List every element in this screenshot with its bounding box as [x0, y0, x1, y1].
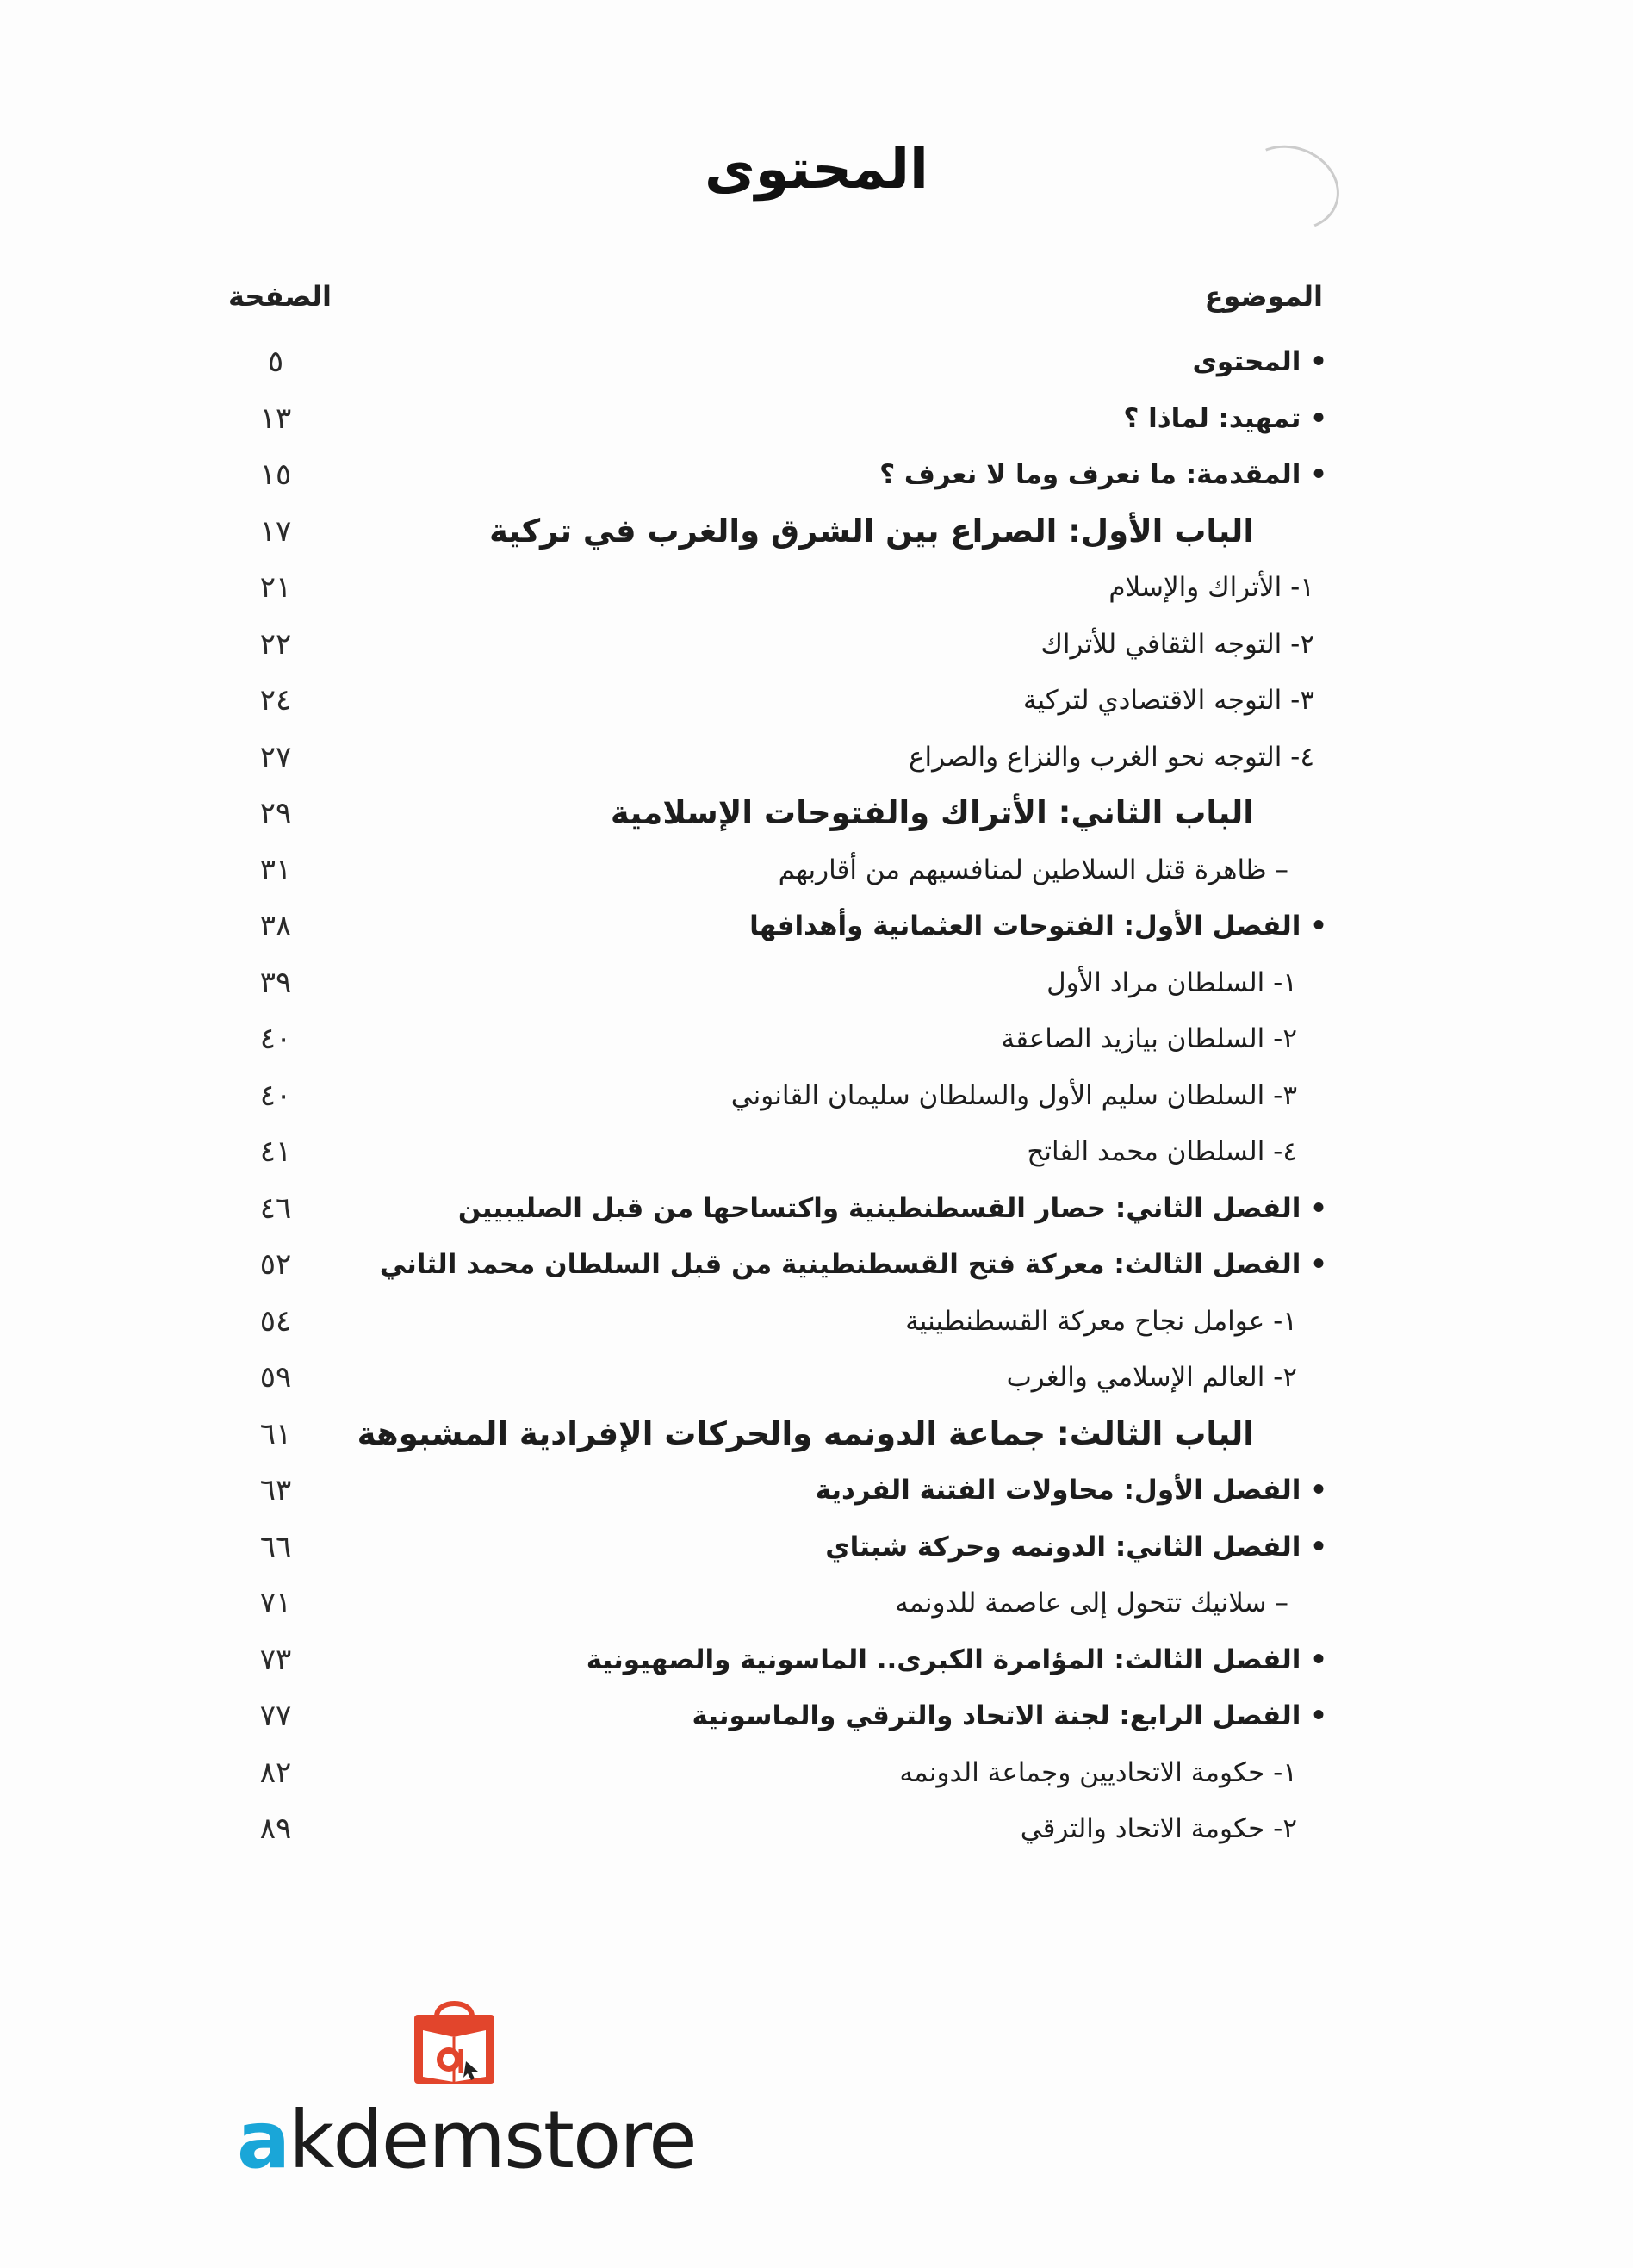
toc-row — [0, 1686, 1633, 1746]
toc-page-number: ٢٢ — [259, 627, 292, 662]
toc-page-number: ١٥ — [259, 457, 292, 492]
toc-entry-title: • الفصل الأول: محاولات الفتنة الفردية — [815, 1475, 1327, 1506]
toc-page-number: ٣١ — [259, 853, 292, 887]
toc-page-number: ٥٩ — [259, 1360, 292, 1395]
toc-entry-title: ٢- العالم الإسلامي والغرب — [1006, 1362, 1297, 1393]
toc-entry-title: • تمهيد: لماذا ؟ — [1123, 403, 1327, 434]
toc-row — [0, 444, 1633, 505]
toc-row — [0, 1404, 1633, 1464]
toc-entry-title: ٣- التوجه الاقتصادي لتركية — [1022, 685, 1314, 716]
toc-entry-title: ٢- التوجه الثقافي للأتراك — [1040, 629, 1314, 660]
toc-row — [0, 557, 1633, 618]
toc-row — [0, 1009, 1633, 1069]
toc-page-number: ٥ — [267, 345, 284, 379]
toc-entry-title: الباب الثاني: الأتراك والفتوحات الإسلامية — [610, 794, 1254, 831]
toc-row — [0, 332, 1633, 392]
toc-page-number: ٦٦ — [259, 1530, 292, 1564]
toc-row — [0, 501, 1633, 562]
toc-page-number: ٣٨ — [259, 909, 292, 943]
toc-page-number: ٥٤ — [259, 1304, 292, 1339]
toc-page-number: ٧٧ — [259, 1699, 292, 1733]
toc-row — [0, 840, 1633, 900]
toc-row — [0, 783, 1633, 843]
toc-page-number: ٢٩ — [259, 796, 292, 830]
toc-row — [0, 1743, 1633, 1803]
logo-accent-letter: a — [237, 2094, 289, 2186]
toc-entry-title: • المقدمة: ما نعرف وما لا نعرف ؟ — [879, 459, 1327, 490]
toc-page-number: ٣٩ — [259, 966, 292, 1000]
toc-page-number: ٦٣ — [259, 1473, 292, 1507]
toc-page-number: ٤٦ — [259, 1191, 292, 1226]
toc-page-number: ٢١ — [259, 570, 292, 605]
toc-row — [0, 1122, 1633, 1182]
toc-entry-title: • الفصل الثاني: الدونمه وحركة شبتاي — [825, 1532, 1327, 1563]
toc-row — [0, 388, 1633, 449]
toc-entry-title: الباب الأول: الصراع بين الشرق والغرب في تركية — [489, 513, 1254, 550]
toc-entry-title: ٤- السلطان محمد الفاتح — [1027, 1136, 1297, 1167]
toc-entry-title: • الفصل الرابع: لجنة الاتحاد والترقي والماسونية — [692, 1700, 1327, 1731]
toc-row — [0, 1573, 1633, 1633]
store-logo — [237, 1994, 696, 2201]
topic-column-header: الموضوع — [1204, 280, 1323, 313]
toc-row — [0, 1799, 1633, 1859]
toc-entry-title: ١- حكومة الاتحاديين وجماعة الدونمه — [899, 1757, 1297, 1788]
page-title: المحتوى — [705, 138, 928, 202]
toc-row — [0, 614, 1633, 674]
toc-page-number: ١٧ — [259, 514, 292, 549]
toc-entry-title: ١- الأتراك والإسلام — [1108, 572, 1314, 603]
toc-entry-title: • الفصل الثالث: المؤامرة الكبرى.. الماسونية والصهيونية — [586, 1644, 1327, 1675]
toc-row — [0, 896, 1633, 956]
toc-entry-title: ٢- السلطان بيازيد الصاعقة — [1001, 1023, 1297, 1054]
toc-entry-title: – سلانيك تتحول إلى عاصمة للدونمه — [895, 1588, 1288, 1619]
toc-page-number: ٨٩ — [259, 1811, 292, 1846]
toc-row — [0, 1066, 1633, 1126]
toc-page-number: ٥٢ — [259, 1247, 292, 1282]
toc-page-number: ٤٠ — [259, 1078, 292, 1113]
toc-row — [0, 1234, 1633, 1295]
toc-entry-title: ١- عوامل نجاح معركة القسطنطينية — [905, 1306, 1297, 1337]
toc-entry-title: • الفصل الثاني: حصار القسطنطينية واكتساحها من قبل الصليبيين — [457, 1193, 1327, 1224]
toc-row — [0, 1630, 1633, 1690]
toc-row — [0, 1178, 1633, 1239]
toc-row — [0, 670, 1633, 730]
toc-page-number: ٤٠ — [259, 1022, 292, 1056]
toc-page-number: ٧٣ — [259, 1643, 292, 1677]
shopping-bag-book-icon — [409, 1994, 500, 2089]
logo-text-rest: kdemstore — [289, 2094, 696, 2186]
toc-row — [0, 1460, 1633, 1520]
page-column-header: الصفحة — [228, 280, 332, 313]
toc-row — [0, 1517, 1633, 1577]
toc-entry-title: – ظاهرة قتل السلاطين لمنافسيهم من أقاربهم — [778, 854, 1288, 885]
toc-entry-title: • المحتوى — [1192, 346, 1327, 377]
toc-page-number: ١٣ — [259, 401, 292, 436]
toc-page-number: ٢٤ — [259, 683, 292, 718]
toc-entry-title: ٣- السلطان سليم الأول والسلطان سليمان القانوني — [730, 1080, 1297, 1111]
toc-entry-title: الباب الثالث: جماعة الدونمه والحركات الإفرادية المشبوهة — [357, 1415, 1254, 1452]
toc-entry-title: ١- السلطان مراد الأول — [1046, 967, 1297, 998]
toc-row — [0, 1291, 1633, 1351]
toc-row — [0, 727, 1633, 787]
toc-entry-title: • الفصل الثالث: معركة فتح القسطنطينية من قبل السلطان محمد الثاني — [379, 1249, 1327, 1280]
toc-entry-title: ٢- حكومة الاتحاد والترقي — [1020, 1813, 1297, 1844]
toc-page-number: ٧١ — [259, 1586, 292, 1620]
toc-row — [0, 953, 1633, 1013]
toc-page-number: ٢٧ — [259, 740, 292, 774]
toc-entry-title: ٤- التوجه نحو الغرب والنزاع والصراع — [909, 742, 1314, 773]
toc-page-number: ٤١ — [259, 1134, 292, 1169]
toc-page-number: ٦١ — [259, 1417, 292, 1451]
toc-entry-title: • الفصل الأول: الفتوحات العثمانية وأهدافها — [749, 910, 1327, 941]
toc-row — [0, 1347, 1633, 1407]
toc-page-number: ٨٢ — [259, 1755, 292, 1790]
logo-wordmark — [237, 2094, 696, 2186]
